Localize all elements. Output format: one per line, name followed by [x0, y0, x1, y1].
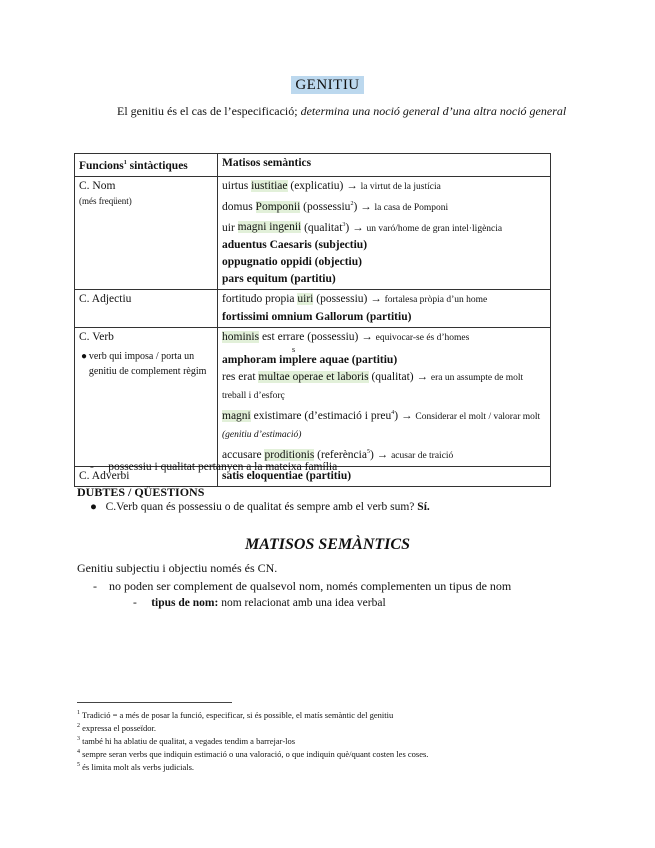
- footnote: $^1$ Tradició = a més de posar la funció, especificar, si és possible, el matís semàntic del genitiu: [77, 710, 394, 720]
- footnote: $^4$ sempre seran verbs que indiquin estimació o una valoració, o que indiquin què/quant costen les coses.: [77, 749, 429, 759]
- list-item: - tipus de nom: nom relacionat amb una idea verbal: [133, 597, 386, 609]
- section-title: MATISOS SEMÀNTICS: [245, 536, 410, 553]
- paragraph: Genitiu subjectiu i objectiu només és CN.: [77, 561, 278, 575]
- table-row-cadv: C. Adverbi satis eloquentiae (partitiu): [75, 467, 551, 487]
- table-row-cverb: C. Verb ● verb qui imposa / porta un genitiu de complement règim hominis est errare (possessiu) → equivocar-se és d’homes s amphoram implere aquae (partitiu) res erat multae operae et laboris (qualitat) → era un assumpte de molt treball i d’esforç magni existimare (d’estimació i preu$^4$) → Considerar el molt / valorar molt (genitiu d’estimació) accusare proditionis (referència$^5$) → acusar de traició: [75, 328, 551, 467]
- table-row-cnom: C. Nom (més freqüent) uirtus iustitiae (explicatiu) → la virtut de la justícia domus Pomponii (possessiu$^2$) → la casa de Pomponi uir magni ingenii (qualitat$^3$) → un varó/home de gran intel·ligència aduentus Caesaris (subjectiu) oppugnatio oppidi (objectiu) pars equitum (partitiu): [75, 176, 551, 290]
- doubts-heading: DUBTES / QÜESTIONS: [77, 485, 205, 499]
- list-item: - no poden ser complement de qualsevol nom, només complementen un tipus de nom: [93, 579, 512, 593]
- footnote-divider: [77, 702, 232, 703]
- footnote: $^5$ és limita molt als verbs judicials.: [77, 762, 195, 772]
- table-row-cadj: C. Adjectiu fortitudo propia uiri (possessiu) → fortalesa pròpia d’un home fortissimi omnium Gallorum (partitiu): [75, 290, 551, 328]
- header-semantic: Matisos semàntics: [218, 154, 551, 177]
- page-title: GENITIU: [0, 77, 655, 94]
- functions-table: [74, 153, 551, 487]
- table-header-row: [75, 154, 551, 177]
- footnote: $^2$ expressa el posseïdor.: [77, 723, 157, 733]
- intro-paragraph: El genitiu és el cas de l’especificació; determina una noció general d’una altra noció general: [117, 104, 567, 118]
- list-item: ● C.Verb quan és possessiu o de qualitat és sempre amb el verb sum? Sí.: [90, 501, 430, 513]
- header-functions: Funcions$^1$ sintàctiques: [75, 154, 218, 177]
- footnote: $^3$ també hi ha ablatiu de qualitat, a vegades tendim a barrejar-los: [77, 736, 296, 746]
- list-item: - possessiu i qualitat pertanyen a la mateixa família: [90, 461, 338, 473]
